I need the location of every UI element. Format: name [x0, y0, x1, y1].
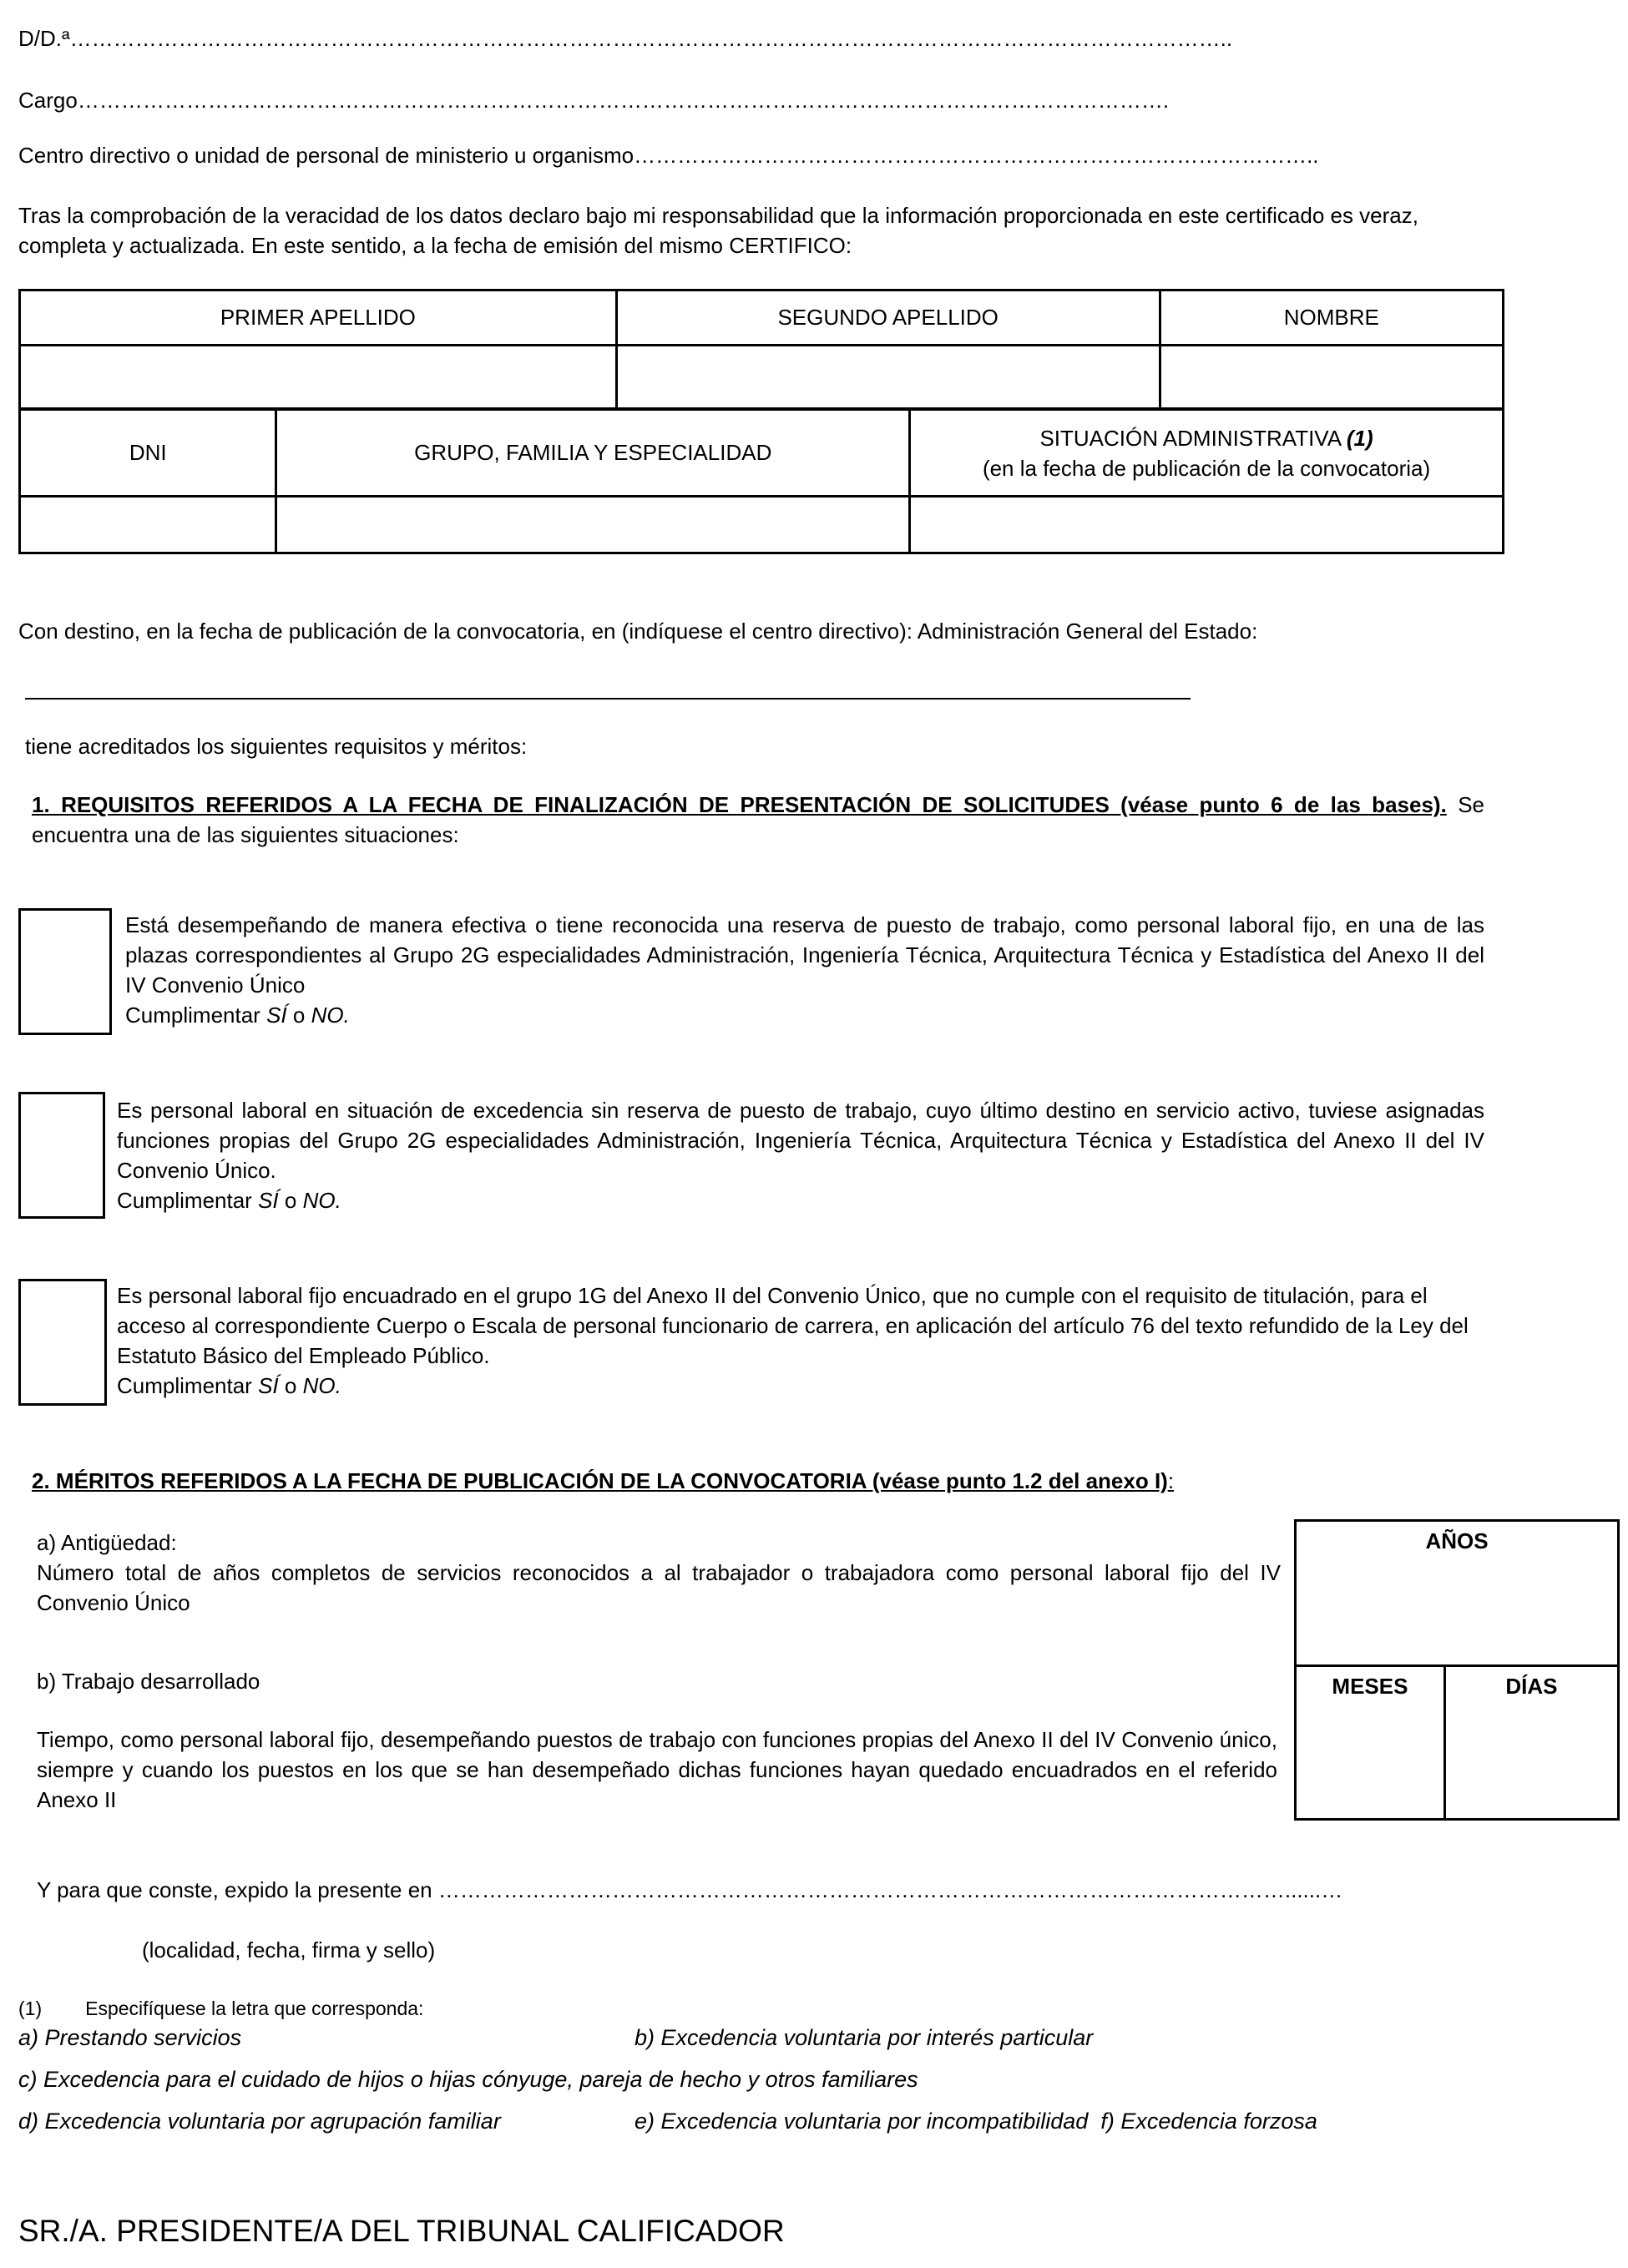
section2-heading-colon: :: [1167, 1468, 1175, 1493]
expido-line[interactable]: [37, 1877, 1342, 1903]
nombre-cell[interactable]: [1160, 346, 1503, 409]
footnote-d: d) Excedencia voluntaria por agrupación familiar: [18, 2109, 501, 2134]
meses-cell[interactable]: [1296, 1666, 1445, 1820]
requisito-2-si: SÍ: [258, 1188, 279, 1213]
footnote-b: b) Excedencia voluntaria por interés particular: [635, 2025, 1094, 2050]
personal-data-table: [18, 289, 1504, 410]
situacion-cell[interactable]: [910, 497, 1504, 553]
meritos-table: [1294, 1519, 1620, 1821]
requisito-1: [125, 910, 1484, 1030]
footnote-e-f: [635, 2109, 1317, 2134]
section2-title: [32, 1467, 1174, 1494]
requisito-2-no: NO.: [302, 1188, 341, 1213]
requisito-1-no: NO.: [311, 1003, 350, 1028]
addressee: SR./A. PRESIDENTE/A DEL TRIBUNAL CALIFICADOR: [18, 2214, 785, 2248]
dias-cell[interactable]: [1444, 1666, 1618, 1820]
requisito-2-fill-prefix: Cumplimentar: [117, 1188, 252, 1213]
centro-dots: …………………………………………………………………………………..: [634, 143, 1319, 168]
requisito-3-no: NO.: [302, 1373, 341, 1398]
requisito-2-o: o: [284, 1188, 297, 1213]
requisito-1-fill-prefix: Cumplimentar: [125, 1003, 260, 1028]
antiguedad-title: a) Antigüedad:: [37, 1530, 177, 1555]
grupo-header: GRUPO, FAMILIA Y ESPECIALIDAD: [276, 410, 910, 497]
grupo-cell[interactable]: [276, 497, 910, 553]
requisito-1-checkbox[interactable]: [18, 908, 112, 1035]
destino-text: Con destino, en la fecha de publicación de la convocatoria, en (indíquese el centro directivo): Administración General del Estado:: [18, 619, 1258, 644]
anos-cell[interactable]: [1296, 1521, 1619, 1666]
expido-dots: ………………………………………………………………………………………………………......…: [437, 1877, 1343, 1902]
dd-line[interactable]: [18, 25, 1232, 52]
antiguedad-text: Número total de años completos de servicios reconocidos a al trabajador o trabajadora como personal laboral fijo del IV Convenio Único: [37, 1560, 1281, 1615]
footnote-f: f) Excedencia forzosa: [1100, 2109, 1317, 2134]
requisito-1-text: Está desempeñando de manera efectiva o tiene reconocida una reserva de puesto de trabajo, como personal laboral fijo, en una de las plazas correspondientes al Grupo 2G especialidades Administración, Ingeniería Técnica, Arquitectura Técnica y Estadística del Anexo II del IV Convenio Único: [125, 912, 1484, 998]
requisito-2: [117, 1095, 1484, 1215]
footnote-header: [18, 1995, 423, 2022]
footnote-title: Especifíquese la letra que corresponda:: [85, 1998, 424, 2019]
situacion-label: SITUACIÓN ADMINISTRATIVA: [1039, 425, 1341, 451]
trabajo-title: b) Trabajo desarrollado: [37, 1669, 260, 1694]
admin-data-table: [18, 408, 1504, 554]
requisito-3-o: o: [284, 1373, 297, 1398]
section1-heading-tail: Se encuentra una de las siguientes situaciones:: [32, 792, 1484, 847]
dni-header: DNI: [20, 410, 276, 497]
situacion-ref: (1): [1346, 425, 1373, 451]
antiguedad-block: [37, 1528, 1281, 1618]
centro-label: Centro directivo o unidad de personal de ministerio u organismo: [18, 143, 635, 168]
requisito-3-text: Es personal laboral fijo encuadrado en el grupo 1G del Anexo II del Convenio Único, que no cumple con el requisito de titulación, para el acceso al correspondiente Cuerpo o Escala de personal funcionario de carrera, en aplicación del artículo 76 del texto refundido de la Ley del Estatuto Básico del Empleado Público.: [117, 1283, 1469, 1368]
segundo-apellido-cell[interactable]: [616, 346, 1160, 409]
footnote-number: (1): [18, 1998, 43, 2019]
dd-label: D/D.ª: [18, 26, 70, 51]
destino-fill-line[interactable]: [25, 698, 1191, 700]
requisito-2-checkbox[interactable]: [18, 1092, 105, 1219]
requisito-3: [117, 1280, 1486, 1401]
requisito-1-o: o: [292, 1003, 306, 1028]
meses-header: MESES: [1332, 1674, 1408, 1699]
footnote-c: c) Excedencia para el cuidado de hijos o hijas cónyuge, pareja de hecho y otros familiares: [18, 2067, 918, 2092]
section1-heading: 1. REQUISITOS REFERIDOS A LA FECHA DE FINALIZACIÓN DE PRESENTACIÓN DE SOLICITUDES (véase punto 6 de las bases).: [32, 792, 1447, 817]
dd-dots: ……………………………………………………………………………………………………………………………………………..: [69, 26, 1233, 51]
dias-header: DÍAS: [1505, 1674, 1558, 1699]
section1-title: [32, 790, 1484, 850]
cargo-label: Cargo: [18, 88, 78, 113]
cargo-dots: …………………………………………………………………………………………………………………………………….: [77, 88, 1170, 113]
localidad-text: (localidad, fecha, firma y sello): [142, 1937, 436, 1962]
segundo-apellido-header: SEGUNDO APELLIDO: [616, 290, 1160, 346]
requisito-1-si: SÍ: [266, 1003, 287, 1028]
requisito-3-si: SÍ: [258, 1373, 279, 1398]
cargo-line[interactable]: [18, 87, 1169, 114]
dni-cell[interactable]: [20, 497, 276, 553]
situacion-header: [910, 410, 1504, 497]
situacion-sub: (en la fecha de publicación de la convocatoria): [982, 455, 1431, 481]
anos-header: AÑOS: [1425, 1528, 1489, 1553]
primer-apellido-cell[interactable]: [20, 346, 617, 409]
primer-apellido-header: PRIMER APELLIDO: [20, 290, 617, 346]
requisito-2-text: Es personal laboral en situación de excedencia sin reserva de puesto de trabajo, cuyo último destino en servicio activo, tuviese asignadas funciones propias del Grupo 2G especialidades Administración, Ingeniería Técnica, Arquitectura Técnica y Estadística del Anexo II del IV Convenio Único.: [117, 1098, 1484, 1183]
requisito-3-fill-prefix: Cumplimentar: [117, 1373, 252, 1398]
footnote-e: e) Excedencia voluntaria por incompatibilidad: [635, 2109, 1089, 2134]
footnote-a: a) Prestando servicios: [18, 2025, 242, 2050]
nombre-header: NOMBRE: [1160, 290, 1503, 346]
declaration: Tras la comprobación de la veracidad de los datos declaro bajo mi responsabilidad que la información proporcionada en este certificado es veraz, completa y actualizada. En este sentido, a la fecha de emisión del mismo CERTIFICO:: [18, 203, 1418, 258]
trabajo-text: Tiempo, como personal laboral fijo, desempeñando puestos de trabajo con funciones propias del Anexo II del IV Convenio único, siempre y cuando los puestos en los que se han desempeñado dichas funciones hayan quedado encuadrados en el referido Anexo II: [37, 1727, 1277, 1812]
acreditados-text: tiene acreditados los siguientes requisitos y méritos:: [25, 734, 528, 759]
centro-line[interactable]: [18, 142, 1319, 169]
section2-heading: 2. MÉRITOS REFERIDOS A LA FECHA DE PUBLICACIÓN DE LA CONVOCATORIA (véase punto 1.2 del anexo I): [32, 1468, 1168, 1493]
expido-text: Y para que conste, expido la presente en: [37, 1877, 432, 1902]
requisito-3-checkbox[interactable]: [18, 1279, 107, 1406]
